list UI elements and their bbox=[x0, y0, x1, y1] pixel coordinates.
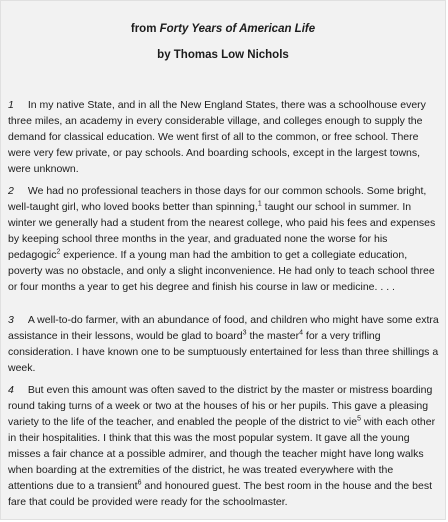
paragraph-number: 1 bbox=[8, 99, 14, 111]
paragraph-text: taught our school in summer. In winter we generally had a student from the nearest college, who paid his fees and expenses by keeping school three months in the year, and graduated none the worse for his pedagogic bbox=[8, 201, 436, 261]
footnote-marker: 6 bbox=[137, 479, 142, 487]
author-line: by Thomas Low Nichols bbox=[157, 49, 289, 61]
paragraph-4 bbox=[8, 382, 440, 510]
footnote-marker: 4 bbox=[299, 329, 303, 337]
paragraph-text: We had no professional teachers in those days for our common schools. Some bright, well-taught girl, who loved books better than spinning, bbox=[8, 185, 427, 213]
paragraph-text: A well-to-do farmer, with an abundance of food, and children who might have some extra assistance in their lessons, would be glad to board bbox=[8, 314, 439, 342]
paragraph-text: and honoured guest. The best room in the house and the best fare that could be provided were ready for the schoolmaster. bbox=[8, 480, 433, 508]
paragraph-number: 3 bbox=[8, 314, 14, 326]
footnote-marker: 1 bbox=[257, 200, 262, 208]
paragraph-text: the master bbox=[246, 330, 300, 342]
title-prefix: from bbox=[130, 23, 160, 35]
paragraph-text: with each other in their hospitalities. I think that this was the most popular system. It gave all the young misses a fair chance at a possible admirer, and though the teacher might have long walks when boarding at the extremities of the district, he was treated everywhere with the attentions due to a transient bbox=[8, 416, 436, 492]
paragraph-text: In my native State, and in all the New England States, there was a schoolhouse every three miles, an academy in every considerable village, and colleges enough to supply the demand for classical education. We went first of all to the common, or free school. There were very few private, or pay schools. And boarding schools, except in the largest towns, were unknown. bbox=[8, 99, 426, 175]
paragraph-text: for a very trifling consideration. I have known one to be sumptuously entertained for less than three shillings a week. bbox=[8, 330, 439, 374]
paragraph-3 bbox=[8, 312, 440, 376]
footnote-marker: 2 bbox=[56, 248, 61, 256]
paragraph-1 bbox=[8, 97, 440, 177]
title-work: Forty Years of American Life bbox=[159, 23, 316, 35]
paragraph-2 bbox=[8, 183, 440, 295]
document-title bbox=[1, 23, 445, 35]
paragraph-text: experience. If a young man had the ambition to get a collegiate education, poverty was no obstacle, and only a slight inconvenience. He had only to teach school three or four months a year to get his degree and finish his course in law or medicine. . . . bbox=[8, 249, 435, 293]
paragraph-number: 4 bbox=[8, 384, 14, 396]
footnote-marker: 5 bbox=[357, 415, 361, 423]
paragraph-text: But even this amount was often saved to the district by the master or mistress boarding round taking turns of a week or two at the houses of his or her pupils. This gave a pleasing variety to the life of the teacher, and enabled the people of the district to vie bbox=[8, 384, 433, 428]
paragraph-number: 2 bbox=[8, 185, 14, 197]
footnote-marker: 3 bbox=[242, 329, 247, 337]
